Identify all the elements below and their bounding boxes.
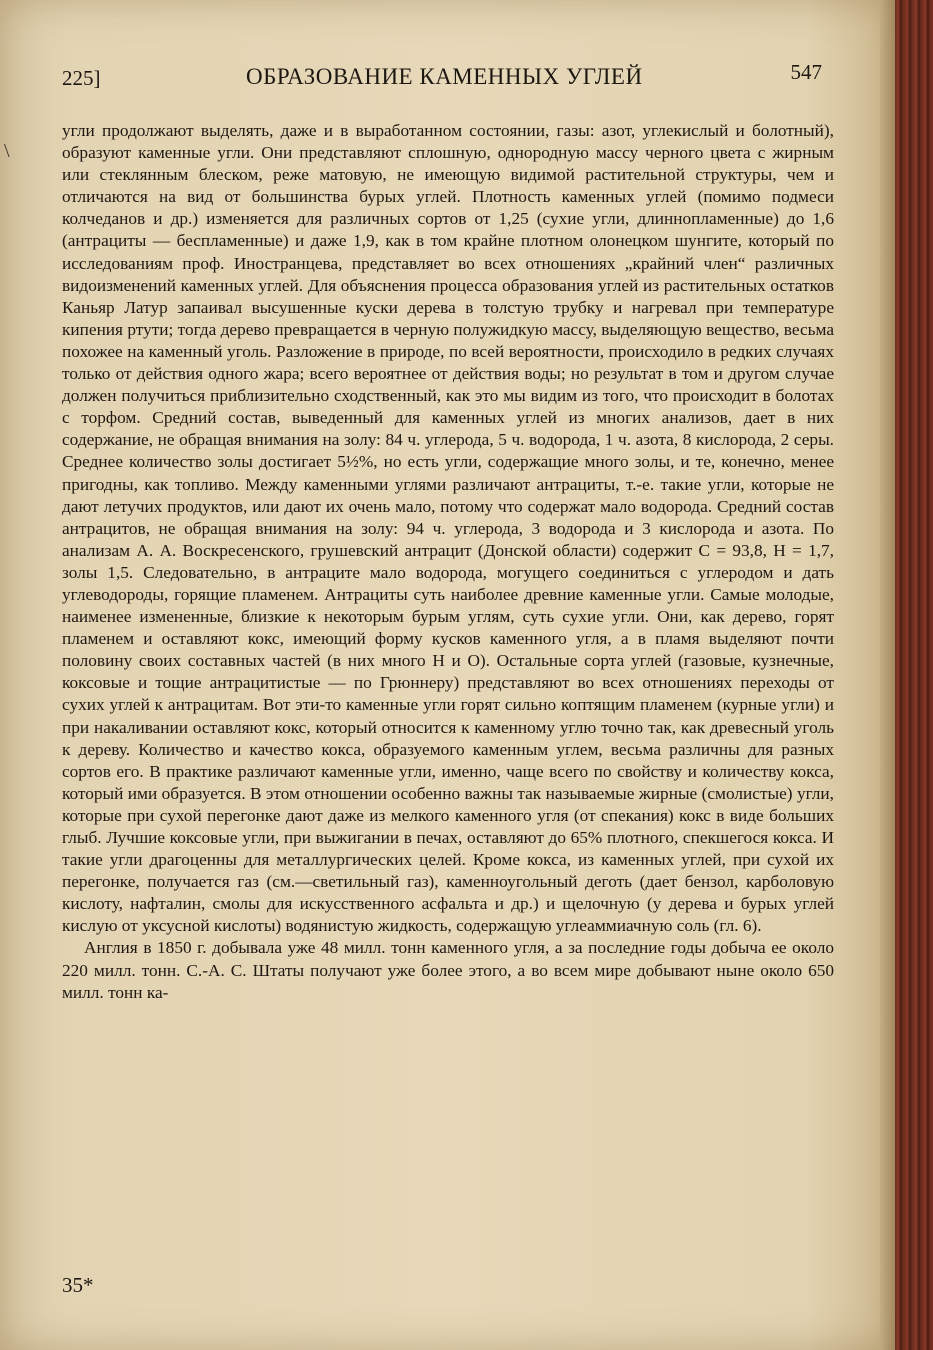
section-number: 225]: [62, 66, 101, 90]
running-header: [62, 56, 822, 96]
page-number: 547: [790, 60, 822, 84]
paragraph-1: угли продолжают выделять, даже и в выработанном состоянии, газы: азот, углекислый и болотный), образуют каменные угли. Они представляют сплошную, однородную массу черного цвета с жирным или стеклянным блеском, реже матовую, не имеющую видимой растительной структуры, чем и отличаются на вид от большинства бурых углей. Плотность каменных углей (помимо подмеси колчеданов и др.) изменяется для различных сортов от 1,25 (сухие угли, длиннопламенные) до 1,6 (антрациты — беспламенные) и даже 1,9, как в том крайне плотном олонецком шунгите, который по исследованиям проф. Иностранцева, представляет во всех отношениях „крайний член“ различных видоизменений каменных углей. Для объяснения процесса образования углей из растительных остатков Каньяр Латур запаивал высушенные куски дерева в толстую трубку и нагревал при температуре кипения ртути; тогда дерево превращается в черную полужидкую массу, выделяющую вещество, весьма похожее на каменный уголь. Разложение в природе, по всей вероятности, происходило в редких случаях только от действия одного жара; всего вероятнее от действия воды; но результат в том и другом случае должен получиться приблизительно сходственный, как это мы видим из того, что происходит в болотах с торфом. Средний состав, выведенный для каменных углей из многих анализов, дает в них содержание, не обращая внимания на золу: 84 ч. углерода, 5 ч. водорода, 1 ч. азота, 8 кислорода, 2 серы. Среднее количество золы достигает 5½%, но есть угли, содержащие много золы, и те, конечно, менее пригодны, как топливо. Между каменными углями различают антрациты, т.-е. такие угли, которые не дают летучих продуктов, или дают их очень мало, потому что содержат мало водорода. Средний состав антрацитов, не обращая внимания на золу: 94 ч. углерода, 3 водорода и 3 кислорода и азота. По анализам А. А. Воскресенского, грушевский антрацит (Донской области) содержит C = 93,8, H = 1,7, золы 1,5. Следовательно, в антраците мало водорода, могущего соединиться с углеродом и дать углеводороды, горящие пламенем. Антрациты суть наиболее древние каменные угли. Самые молодые, наименее измененные, близкие к некоторым бурым углям, суть сухие угли. Они, как дерево, горят пламенем и оставляют кокс, имеющий форму кусков каменного угля, а в пламя выделяют почти половину своих составных частей (в них много H и O). Остальные сорта углей (газовые, кузнечные, коксовые и тощие антрацитистые — по Грюннеру) представляют во всех отношениях переходы от сухих углей к антрацитам. Вот эти-то каменные угли горят сильно коптящим пламенем (курные угли) и при накаливании оставляют кокс, который относится к каменному углю точно так, как древесный уголь к дереву. Количество и качество кокса, образуемого каменным углем, весьма различны для разных сортов его. В практике различают каменные угли, именно, чаще всего по свойству и количеству кокса, который ими образуется. В этом отношении особенно важны так называемые жирные (смолистые) угли, которые при сухой перегонке дают даже из мелкого каменного угля (от спекания) кокс в виде больших глыб. Лучшие коксовые угли, при выжигании в печах, оставляют до 65% плотного, спекшегося кокса. И такие угли драгоценны для металлургических целей. Кроме кокса, из каменных углей, при сухой их перегонке, получается газ (см.—светильный газ), каменноугольный деготь (дает бензол, карболовую кислоту, нафталин, смолы для искусственного асфальта и др.) и щелочную (у дерева и бурых углей кислую от уксусной кислоты) водянистую жидкость, содержащую углеаммиачную соль (гл. 6).: [62, 121, 834, 936]
margin-mark: \: [4, 140, 10, 162]
paragraph-2: Англия в 1850 г. добывала уже 48 милл. тонн каменного угля, а за последние годы добыча ее около 220 милл. тонн. С.-А. С. Штаты получают уже более этого, а во всем мире добывают ныне около 650 милл. тонн ка-: [62, 938, 834, 1002]
book-page-edges: [895, 0, 933, 1350]
printer-signature: 35*: [62, 1273, 94, 1297]
page-title: ОБРАЗОВАНИЕ КАМЕННЫХ УГЛЕЙ: [246, 64, 643, 89]
body-text: [62, 120, 834, 1004]
